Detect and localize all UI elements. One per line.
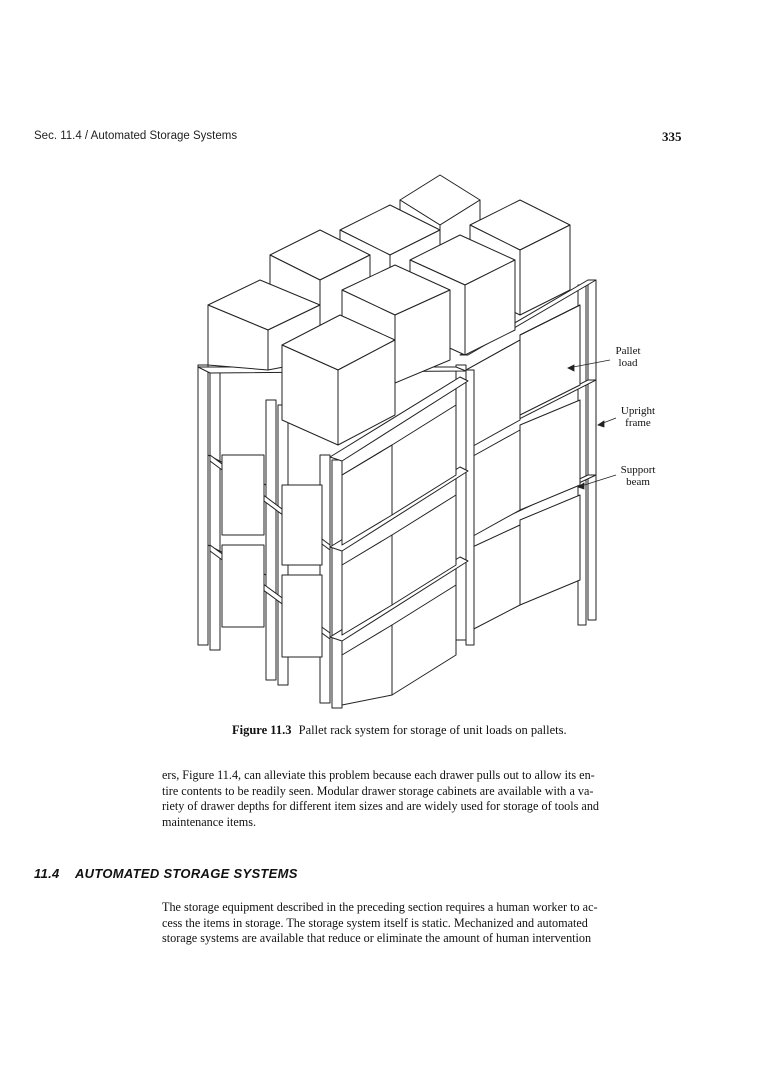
section-heading xyxy=(34,866,298,881)
rear-upright-frame xyxy=(578,280,596,625)
running-head: Sec. 11.4 / Automated Storage Systems xyxy=(34,130,238,142)
rear-pallet-loads xyxy=(466,305,580,633)
page-number: 335 xyxy=(662,129,682,144)
pallet-rack-illustration xyxy=(170,155,670,715)
support-beam-label: Support beam xyxy=(620,464,656,488)
figure-caption-label: Figure 11.3 xyxy=(232,723,292,737)
section-title: AUTOMATED STORAGE SYSTEMS xyxy=(74,866,298,881)
paragraph-1: ers, Figure 11.4, can alleviate this problem because each drawer pulls out to allow its en- tire contents to be readily seen. Modular drawer storage cabinets are available with a va- riety of drawer depths for different item sizes and are widely used for storage of tools and maintenance items. xyxy=(162,768,600,829)
section-number: 11.4 xyxy=(34,866,60,881)
paragraph-2: The storage equipment described in the preceding section requires a human worker to ac- cess the items in storage. The storage system itself is static. Mechanized and automated storage systems are available that reduce or eliminate the amount of human intervention xyxy=(162,900,598,946)
figure-caption xyxy=(232,723,672,738)
upright-frame-label: Upright frame xyxy=(620,405,656,429)
pallet-load-label: Pallet load xyxy=(615,345,641,369)
figure-caption-text: Pallet rack system for storage of unit loads on pallets. xyxy=(298,723,567,737)
